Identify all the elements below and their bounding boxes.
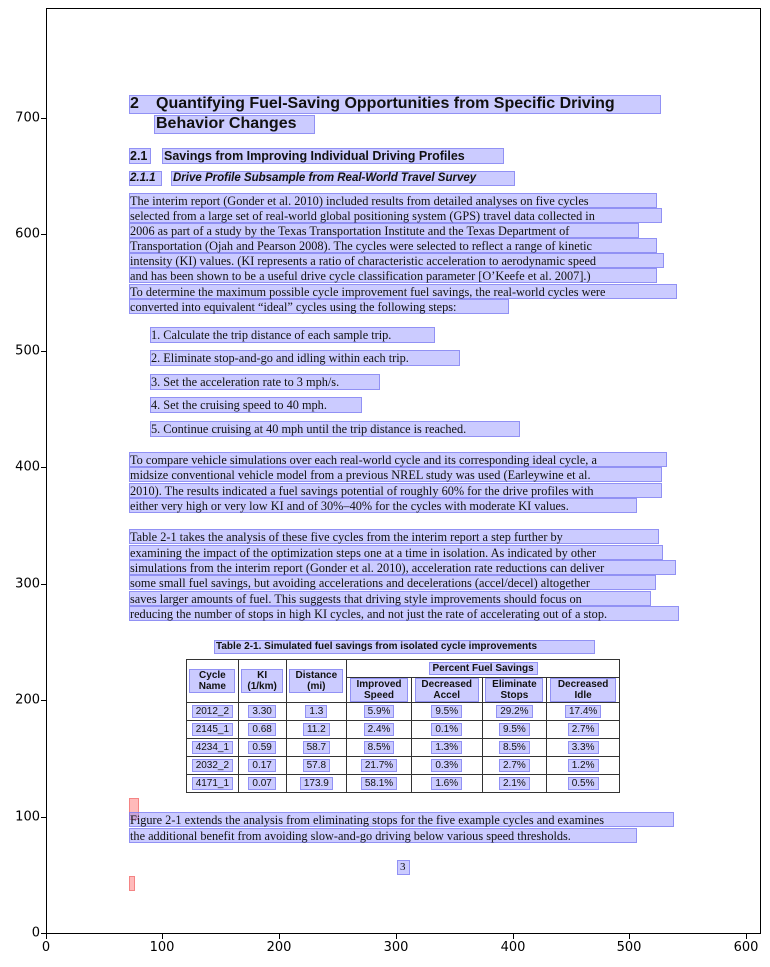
group-header: Percent Fuel Savings — [429, 662, 538, 675]
x-tick-mark — [629, 934, 630, 939]
paragraph-line: 2006 as part of a study by the Texas Transportation Institute and the Texas Department of — [130, 224, 570, 238]
y-tick-mark — [41, 467, 46, 468]
y-tick-mark — [41, 234, 46, 235]
x-tick-mark — [162, 934, 163, 939]
table-cell: 2012_2 — [192, 705, 233, 718]
paragraph-line: The interim report (Gonder et al. 2010) included results from detailed analyses on five cycles — [130, 194, 589, 208]
paragraph-line: some small fuel savings, but avoiding accelerations and decelerations (accel/decel) altogether — [130, 576, 590, 590]
subsubsection-number: 2.1.1 — [130, 172, 156, 184]
table-row — [187, 703, 620, 721]
table-caption: Table 2-1. Simulated fuel savings from isolated cycle improvements — [216, 641, 538, 652]
section-heading-continued: Behavior Changes — [156, 115, 297, 132]
table-cell: 9.5% — [499, 723, 530, 736]
table-cell: 9.5% — [431, 705, 462, 718]
list-item: 5. Continue cruising at 40 mph until the trip distance is reached. — [151, 422, 467, 436]
paragraph-line: midsize conventional vehicle model from a previous NREL study was used (Earleywine et al. — [130, 468, 591, 482]
x-tick-label: 300 — [383, 940, 409, 955]
y-tick-label: 300 — [15, 576, 40, 592]
table-cell: 21.7% — [361, 759, 397, 772]
table-cell: 0.1% — [431, 723, 462, 736]
table-row — [187, 739, 620, 757]
x-tick-mark — [46, 934, 47, 939]
x-tick-label: 0 — [41, 940, 51, 955]
paragraph-line: and has been shown to be a useful drive cycle classification parameter [O’Keefe et al. 2007].) — [130, 269, 591, 283]
table-cell: 2.1% — [499, 777, 530, 790]
y-tick-label: 400 — [15, 459, 40, 475]
table-cell: 2032_2 — [192, 759, 233, 772]
table-cell: 1.6% — [431, 777, 462, 790]
x-tick-mark — [513, 934, 514, 939]
table-row — [187, 721, 620, 739]
y-tick-mark — [41, 700, 46, 701]
table-cell: 3.3% — [568, 741, 599, 754]
y-tick-label: 200 — [15, 692, 40, 708]
table-cell: 2.7% — [499, 759, 530, 772]
y-tick-label: 700 — [15, 110, 40, 126]
table-cell: 4171_1 — [192, 777, 233, 790]
list-item: 2. Eliminate stop-and-go and idling within each trip. — [151, 351, 409, 365]
x-tick-label: 600 — [733, 940, 759, 955]
table-cell: 0.17 — [248, 759, 275, 772]
paragraph-line: saves larger amounts of fuel. This suggests that driving style improvements should focus on — [130, 592, 582, 606]
x-tick-mark — [746, 934, 747, 939]
paragraph-line: simulations from the interim report (Gonder et al. 2010), acceleration rate reductions can deliver — [130, 561, 605, 575]
x-tick-label: 100 — [149, 940, 175, 955]
table-row — [187, 757, 620, 775]
paragraph-line: Table 2-1 takes the analysis of these five cycles from the interim report a step further by — [130, 530, 563, 544]
section-number: 2 — [130, 95, 139, 112]
y-tick-mark — [41, 351, 46, 352]
table-cell: 0.5% — [568, 777, 599, 790]
y-tick-label: 100 — [15, 809, 40, 825]
y-tick-label: 500 — [15, 343, 40, 359]
x-tick-mark — [279, 934, 280, 939]
paragraph-line: 2010). The results indicated a fuel savings potential of roughly 60% for the drive profiles with — [130, 484, 594, 498]
table-cell: 3.30 — [248, 705, 275, 718]
column-header: Decreased Idle — [550, 678, 616, 702]
table-cell: 57.8 — [303, 759, 330, 772]
paragraph-line: selected from a large set of real-world global positioning system (GPS) travel data collected in — [130, 209, 595, 223]
table-cell: 0.59 — [248, 741, 275, 754]
y-tick-mark — [41, 118, 46, 119]
table-cell: 11.2 — [303, 723, 330, 736]
subsection-number: 2.1 — [130, 149, 148, 163]
table-cell: 0.07 — [248, 777, 275, 790]
section-heading: Quantifying Fuel-Saving Opportunities from Specific Driving — [156, 95, 615, 112]
column-header: Distance (mi) — [289, 669, 343, 693]
x-tick-label: 400 — [500, 940, 526, 955]
table-cell: 2145_1 — [192, 723, 233, 736]
table-cell: 58.7 — [303, 741, 330, 754]
paragraph-line: converted into equivalent “ideal” cycles using the following steps: — [130, 300, 457, 314]
table-cell: 5.9% — [364, 705, 395, 718]
table-cell: 1.3 — [305, 705, 327, 718]
paragraph-line: either very high or very low KI and of 30%–40% for the cycles with moderate KI values. — [130, 499, 569, 513]
paragraph-line: intensity (KI) values. (KI represents a ratio of characteristic acceleration to aerodynamic speed — [130, 254, 597, 268]
table-cell: 2.4% — [364, 723, 395, 736]
x-tick-label: 200 — [266, 940, 292, 955]
fuel-savings-table — [186, 659, 620, 793]
table-row — [187, 775, 620, 793]
list-item: 4. Set the cruising speed to 40 mph. — [151, 398, 327, 412]
y-tick-mark — [41, 584, 46, 585]
table-cell: 17.4% — [565, 705, 601, 718]
y-tick-mark — [41, 817, 46, 818]
paragraph-line: Transportation (Ojah and Pearson 2008). The cycles were selected to reflect a range of kinetic — [130, 239, 592, 253]
column-header: Decreased Accel — [415, 678, 479, 702]
table-cell: 0.3% — [431, 759, 462, 772]
subsection-heading: Savings from Improving Individual Driving Profiles — [164, 149, 465, 163]
list-item: 3. Set the acceleration rate to 3 mph/s. — [151, 375, 340, 389]
page-number: 3 — [400, 861, 406, 873]
table-cell: 8.5% — [499, 741, 530, 754]
x-tick-label: 500 — [616, 940, 642, 955]
table-cell: 173.9 — [300, 777, 333, 790]
list-item: 1. Calculate the trip distance of each sample trip. — [151, 328, 392, 342]
table-cell: 1.3% — [431, 741, 462, 754]
column-header: KI (1/km) — [241, 669, 283, 693]
y-tick-label: 0 — [31, 925, 40, 941]
table-cell: 8.5% — [364, 741, 395, 754]
x-tick-mark — [396, 934, 397, 939]
table-cell: 0.68 — [248, 723, 275, 736]
paragraph-line: Figure 2-1 extends the analysis from eliminating stops for the five example cycles and examines — [130, 813, 604, 827]
column-header: Eliminate Stops — [485, 678, 543, 702]
subsubsection-heading: Drive Profile Subsample from Real-World Travel Survey — [173, 172, 477, 184]
paragraph-line: To compare vehicle simulations over each real-world cycle and its corresponding ideal cycle, a — [130, 453, 597, 467]
table-cell: 2.7% — [568, 723, 599, 736]
table-cell: 29.2% — [496, 705, 532, 718]
y-tick-mark — [41, 933, 46, 934]
red-marker-box — [129, 876, 135, 891]
paragraph-line: the additional benefit from avoiding slow-and-go driving below various speed thresholds. — [130, 829, 571, 843]
paragraph-line: To determine the maximum possible cycle improvement fuel savings, the real-world cycles were — [130, 285, 606, 299]
column-header: Improved Speed — [350, 678, 408, 702]
table-cell: 1.2% — [568, 759, 599, 772]
y-tick-label: 600 — [15, 226, 40, 242]
table-cell: 4234_1 — [192, 741, 233, 754]
table-cell: 58.1% — [361, 777, 397, 790]
paragraph-line: reducing the number of stops in high KI cycles, and not just the rate of accelerating out of a stop. — [130, 607, 608, 621]
column-header: Cycle Name — [189, 669, 235, 693]
paragraph-line: examining the impact of the optimization steps one at a time in isolation. As indicated by other — [130, 546, 597, 560]
